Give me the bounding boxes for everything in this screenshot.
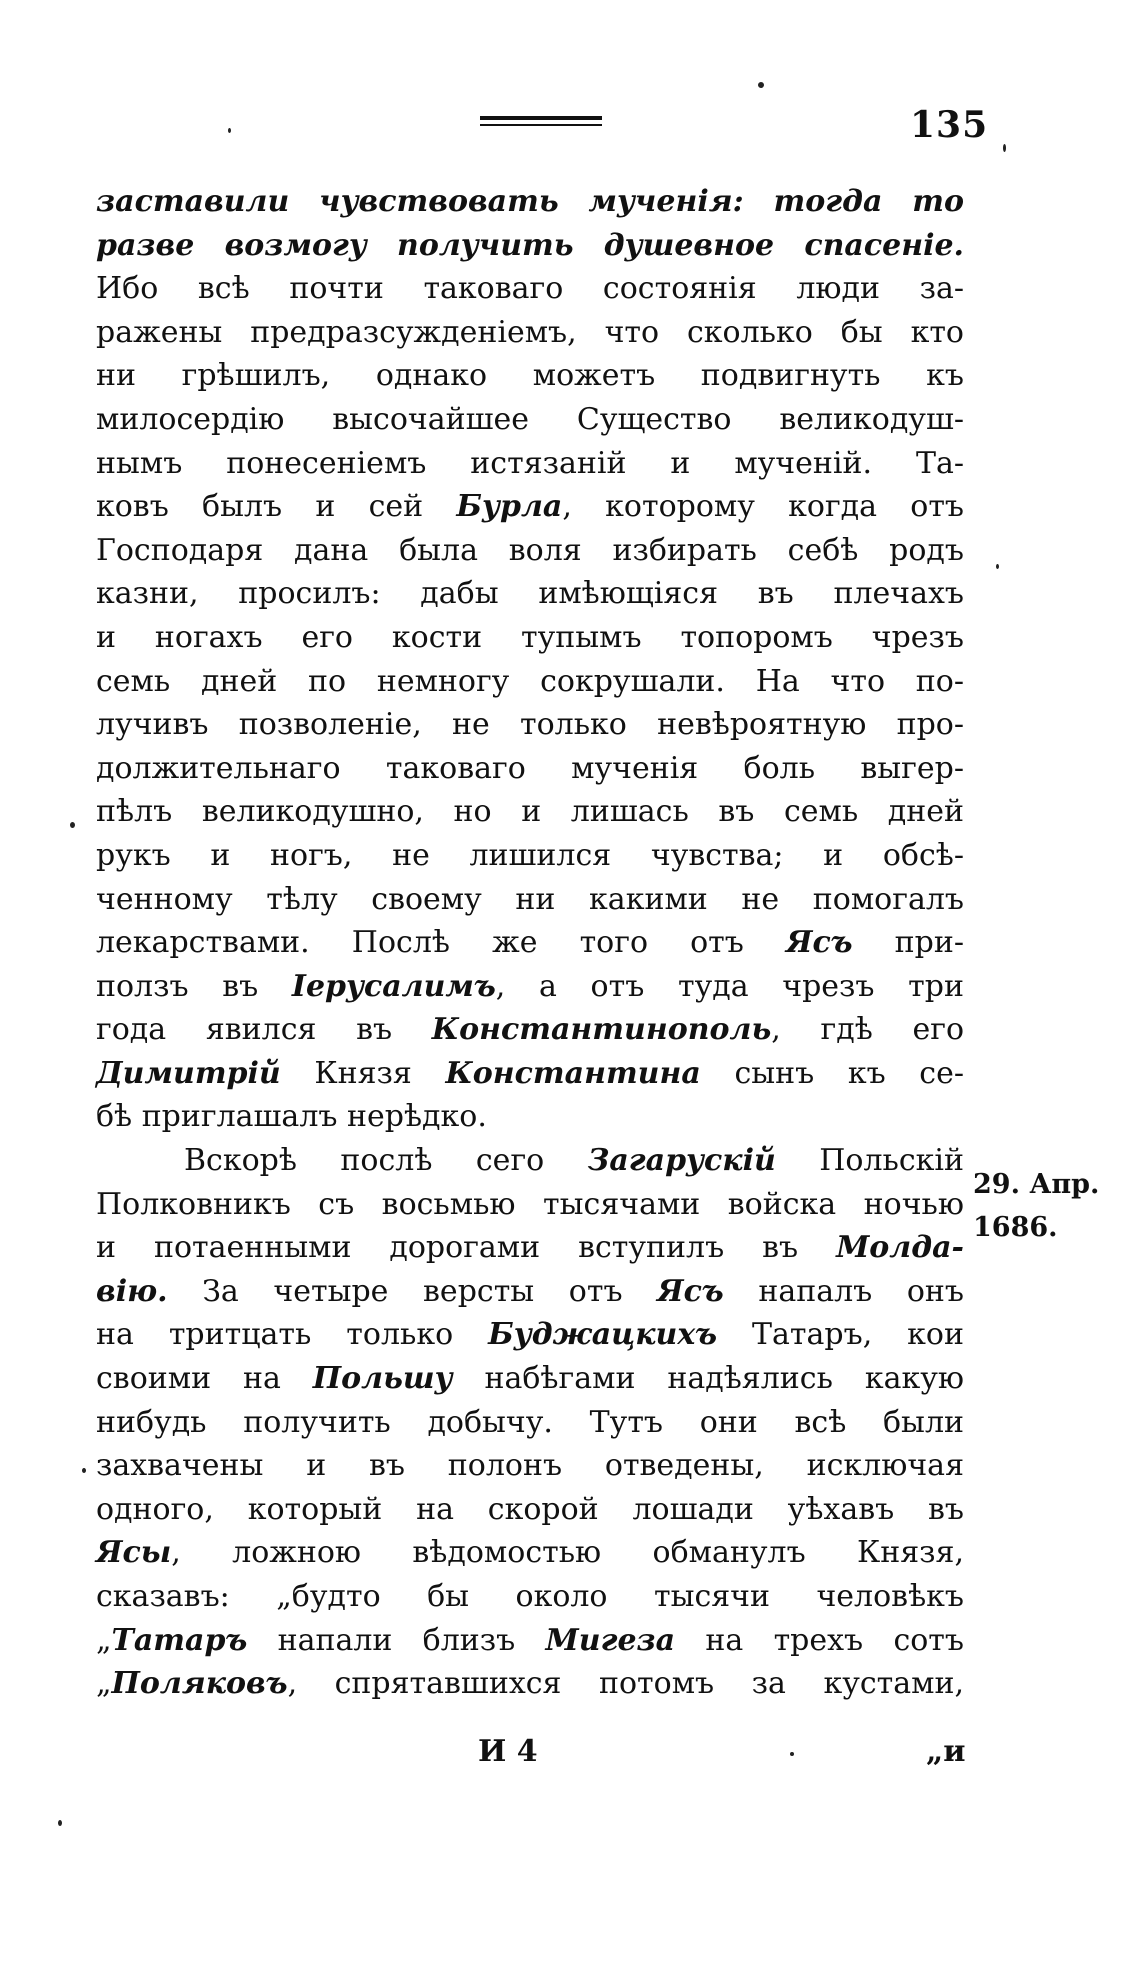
emphasis-text: Польшу: [312, 1361, 453, 1397]
emphasis-text: Буджацкихъ: [488, 1317, 718, 1353]
header-rule: [480, 116, 602, 120]
line-text: сказавъ: „будто бы около тысячи человѣкъ: [96, 1579, 964, 1614]
line-text: „: [96, 1622, 112, 1658]
emphasis-text: Поляковъ: [111, 1666, 288, 1702]
emphasis-text: Константина: [445, 1055, 701, 1091]
line-text: нибудь получить добычу. Тутъ они всѣ были: [96, 1404, 964, 1440]
text-line: [96, 1444, 964, 1488]
emphasis-text: Ясъ: [657, 1273, 724, 1309]
line-text: ченному тѣлу своему ни какими не помогалъ: [96, 881, 964, 917]
line-text: лекарствами. Послѣ же того отъ: [96, 925, 786, 961]
text-line: [96, 1357, 964, 1401]
line-text: нымъ понесеніемъ истязаній и мученій. Та-: [96, 445, 964, 481]
text-line: [96, 965, 964, 1009]
line-text: пѣлъ великодушно, но и лишась въ семь дней: [96, 794, 964, 830]
line-text: набѣгами надѣялись какую: [452, 1361, 964, 1397]
text-line: [96, 224, 964, 268]
emphasis-text: Татаръ: [111, 1622, 248, 1658]
line-text: лучивъ позволеніе, не только невѣроятную про-: [96, 707, 964, 743]
text-line: [96, 1226, 964, 1270]
line-text: и потаенными дорогами вступилъ въ: [96, 1230, 837, 1266]
line-text: сынъ къ се-: [700, 1055, 965, 1091]
line-text: на трехъ сотъ: [675, 1622, 964, 1658]
print-speck: [82, 1468, 86, 1473]
text-line: [96, 311, 964, 355]
text-line: [96, 1488, 964, 1532]
emphasis-text: Молда-: [836, 1230, 964, 1266]
line-text: , гдѣ его: [771, 1012, 965, 1048]
line-text: при-: [852, 925, 964, 961]
text-line: [96, 572, 964, 616]
line-text: , а отъ туда чрезъ три: [495, 968, 964, 1004]
emphasis-text: вію.: [96, 1273, 168, 1309]
print-speck: [758, 82, 764, 88]
line-text: , ложною вѣдомостью обманулъ Князя,: [171, 1535, 964, 1571]
emphasis-text: Бурла: [456, 489, 563, 525]
header-rule-thin: [480, 124, 602, 126]
print-speck: [70, 822, 75, 828]
text-line: [96, 747, 964, 791]
text-line: [96, 1401, 964, 1445]
line-text: на тритцать только: [96, 1317, 489, 1353]
text-line: [96, 1313, 964, 1357]
text-line: [96, 1662, 964, 1706]
line-text: бѣ приглашалъ нерѣдко.: [96, 1099, 487, 1135]
line-text: ражены предразсужденіемъ, что сколько бы кто: [96, 314, 964, 350]
text-line: [96, 834, 964, 878]
print-speck: [790, 1752, 794, 1756]
emphasis-text: Мигеза: [545, 1622, 676, 1658]
line-text: Вскорѣ послѣ сего: [184, 1143, 588, 1179]
print-speck: [996, 564, 999, 569]
body-text: [96, 180, 964, 1706]
text-line: [96, 442, 964, 486]
catchword: „и: [926, 1734, 966, 1769]
emphasis-text: Ясы: [96, 1535, 172, 1571]
print-speck: [58, 1820, 62, 1826]
line-text: семь дней по немногу сокрушали. На что по-: [96, 663, 964, 699]
text-line: [96, 921, 964, 965]
line-text: Татаръ, кои: [717, 1317, 964, 1353]
page-number: 135: [910, 104, 989, 146]
emphasis-text: Константинополь: [431, 1012, 772, 1048]
line-text: ни грѣшилъ, однако можетъ подвигнуть къ: [96, 358, 964, 394]
text-line: [96, 790, 964, 834]
emphasis-text: Ясъ: [785, 925, 853, 961]
text-line: [96, 1531, 964, 1575]
margin-note-date: 29. Апр.: [973, 1169, 1100, 1200]
text-line: [96, 1139, 964, 1183]
line-text: Ибо всѣ почти таковаго состоянія люди за-: [96, 271, 964, 307]
line-text: , спрятавшихся потомъ за кустами,: [287, 1666, 964, 1702]
text-line: [96, 703, 964, 747]
text-line: [96, 398, 964, 442]
text-line: [96, 485, 964, 529]
text-line: [96, 660, 964, 704]
text-line: [96, 1270, 964, 1314]
line-text: захвачены и въ полонъ отведены, исключая: [96, 1448, 964, 1484]
line-text: ковъ былъ и сей: [96, 489, 457, 525]
emphasis-text: Димитрій: [96, 1055, 281, 1091]
emphasis-text: Загарускій: [587, 1143, 776, 1179]
line-text: своими на: [96, 1361, 313, 1397]
line-text: милосердію высочайшее Существо великодуш-: [96, 401, 964, 437]
line-text: и ногахъ его кости тупымъ топоромъ чрезъ: [96, 619, 964, 655]
signature-mark: И 4: [478, 1734, 538, 1769]
text-line: [96, 1183, 964, 1227]
text-line: [96, 180, 964, 224]
text-line: [96, 878, 964, 922]
line-text: одного, который на скорой лошади уѣхавъ въ: [96, 1491, 964, 1527]
text-line: [96, 529, 964, 573]
print-speck: [228, 128, 231, 133]
emphasis-text: заставили чувствовать мученія: тогда то: [96, 184, 964, 219]
text-line: [96, 1052, 964, 1096]
line-text: Полковникъ съ восьмью тысячами войска ночью: [96, 1186, 964, 1222]
text-line: [96, 1008, 964, 1052]
line-text: Польскій: [775, 1143, 964, 1179]
line-text: „: [96, 1666, 112, 1702]
line-text: За четыре версты отъ: [167, 1273, 658, 1309]
text-line: [96, 1619, 964, 1663]
print-speck: [1003, 144, 1006, 152]
line-text: Князя: [280, 1055, 446, 1091]
emphasis-text: разве возмогу получить душевное спасеніе.: [96, 227, 964, 263]
line-text: рукъ и ногъ, не лишился чувства; и обсѣ-: [96, 837, 964, 873]
margin-note-year: 1686.: [973, 1212, 1058, 1243]
emphasis-text: Іерусалимъ: [291, 968, 496, 1004]
text-line: [96, 1575, 964, 1619]
line-text: должительнаго таковаго мученія боль выгер-: [96, 750, 964, 786]
line-text: казни, просилъ: дабы имѣющіяся въ плечахъ: [96, 576, 964, 612]
text-line: [96, 1095, 964, 1139]
line-text: года явился въ: [96, 1012, 432, 1048]
line-text: ползъ въ: [96, 968, 292, 1004]
line-text: Господаря дана была воля избирать себѣ родъ: [96, 532, 964, 568]
text-line: [96, 354, 964, 398]
text-line: [96, 616, 964, 660]
line-text: напали близъ: [247, 1622, 546, 1658]
text-line: [96, 267, 964, 311]
line-text: , которому когда отъ: [562, 489, 965, 525]
line-text: напалъ онъ: [723, 1273, 964, 1309]
